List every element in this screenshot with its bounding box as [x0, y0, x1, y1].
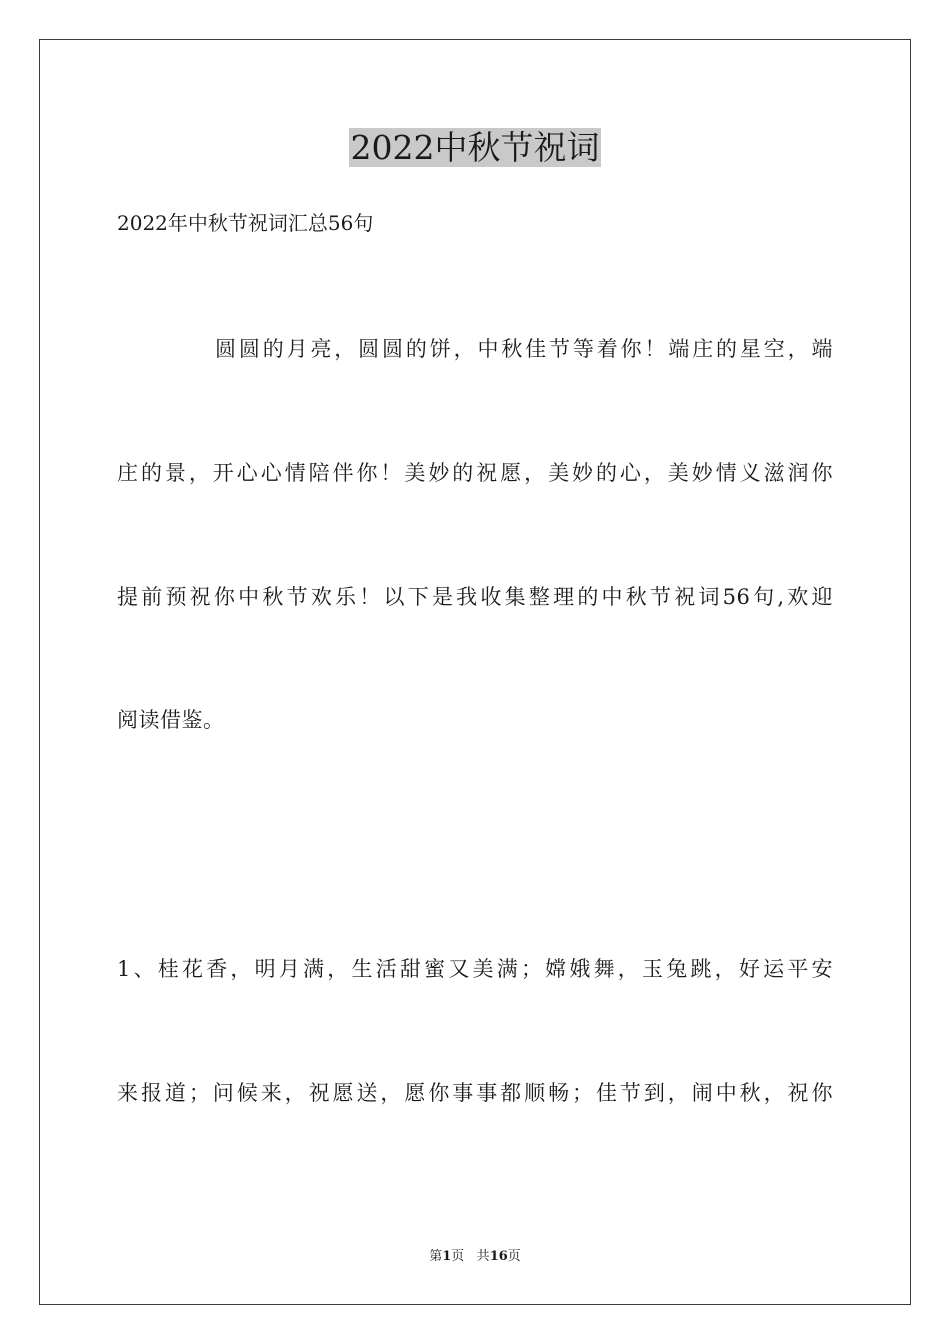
- intro-line-4: 阅读借鉴。: [117, 708, 225, 732]
- document-title: [0, 126, 950, 170]
- footer-current-page: 1: [442, 1249, 452, 1264]
- page-footer: [0, 1247, 950, 1267]
- item-line-1: 1、桂花香，明月满，生活甜蜜又美满；嫦娥舞，玉兔跳，好运平安: [117, 957, 833, 981]
- intro-line-1: 圆圆的月亮，圆圆的饼，中秋佳节等着你！端庄的星空，端: [215, 337, 833, 361]
- footer-page-unit: 页: [451, 1249, 465, 1264]
- intro-line-2: 庄的景，开心心情陪伴你！美妙的祝愿，美妙的心，美妙情义滋润你: [117, 461, 833, 485]
- document-title-text: 2022中秋节祝词: [350, 128, 600, 167]
- footer-total-prefix: 共: [476, 1249, 490, 1264]
- footer-prefix: 第: [429, 1249, 443, 1264]
- footer-total-pages: 16: [489, 1249, 508, 1264]
- intro-line-3: 提前预祝你中秋节欢乐！以下是我收集整理的中秋节祝词56句,欢迎: [117, 585, 833, 609]
- footer-total-unit: 页: [507, 1249, 521, 1264]
- item-line-2: 来报道；问候来，祝愿送，愿你事事都顺畅；佳节到，闹中秋，祝你: [117, 1081, 833, 1105]
- document-subtitle: 2022年中秋节祝词汇总56句: [117, 211, 374, 235]
